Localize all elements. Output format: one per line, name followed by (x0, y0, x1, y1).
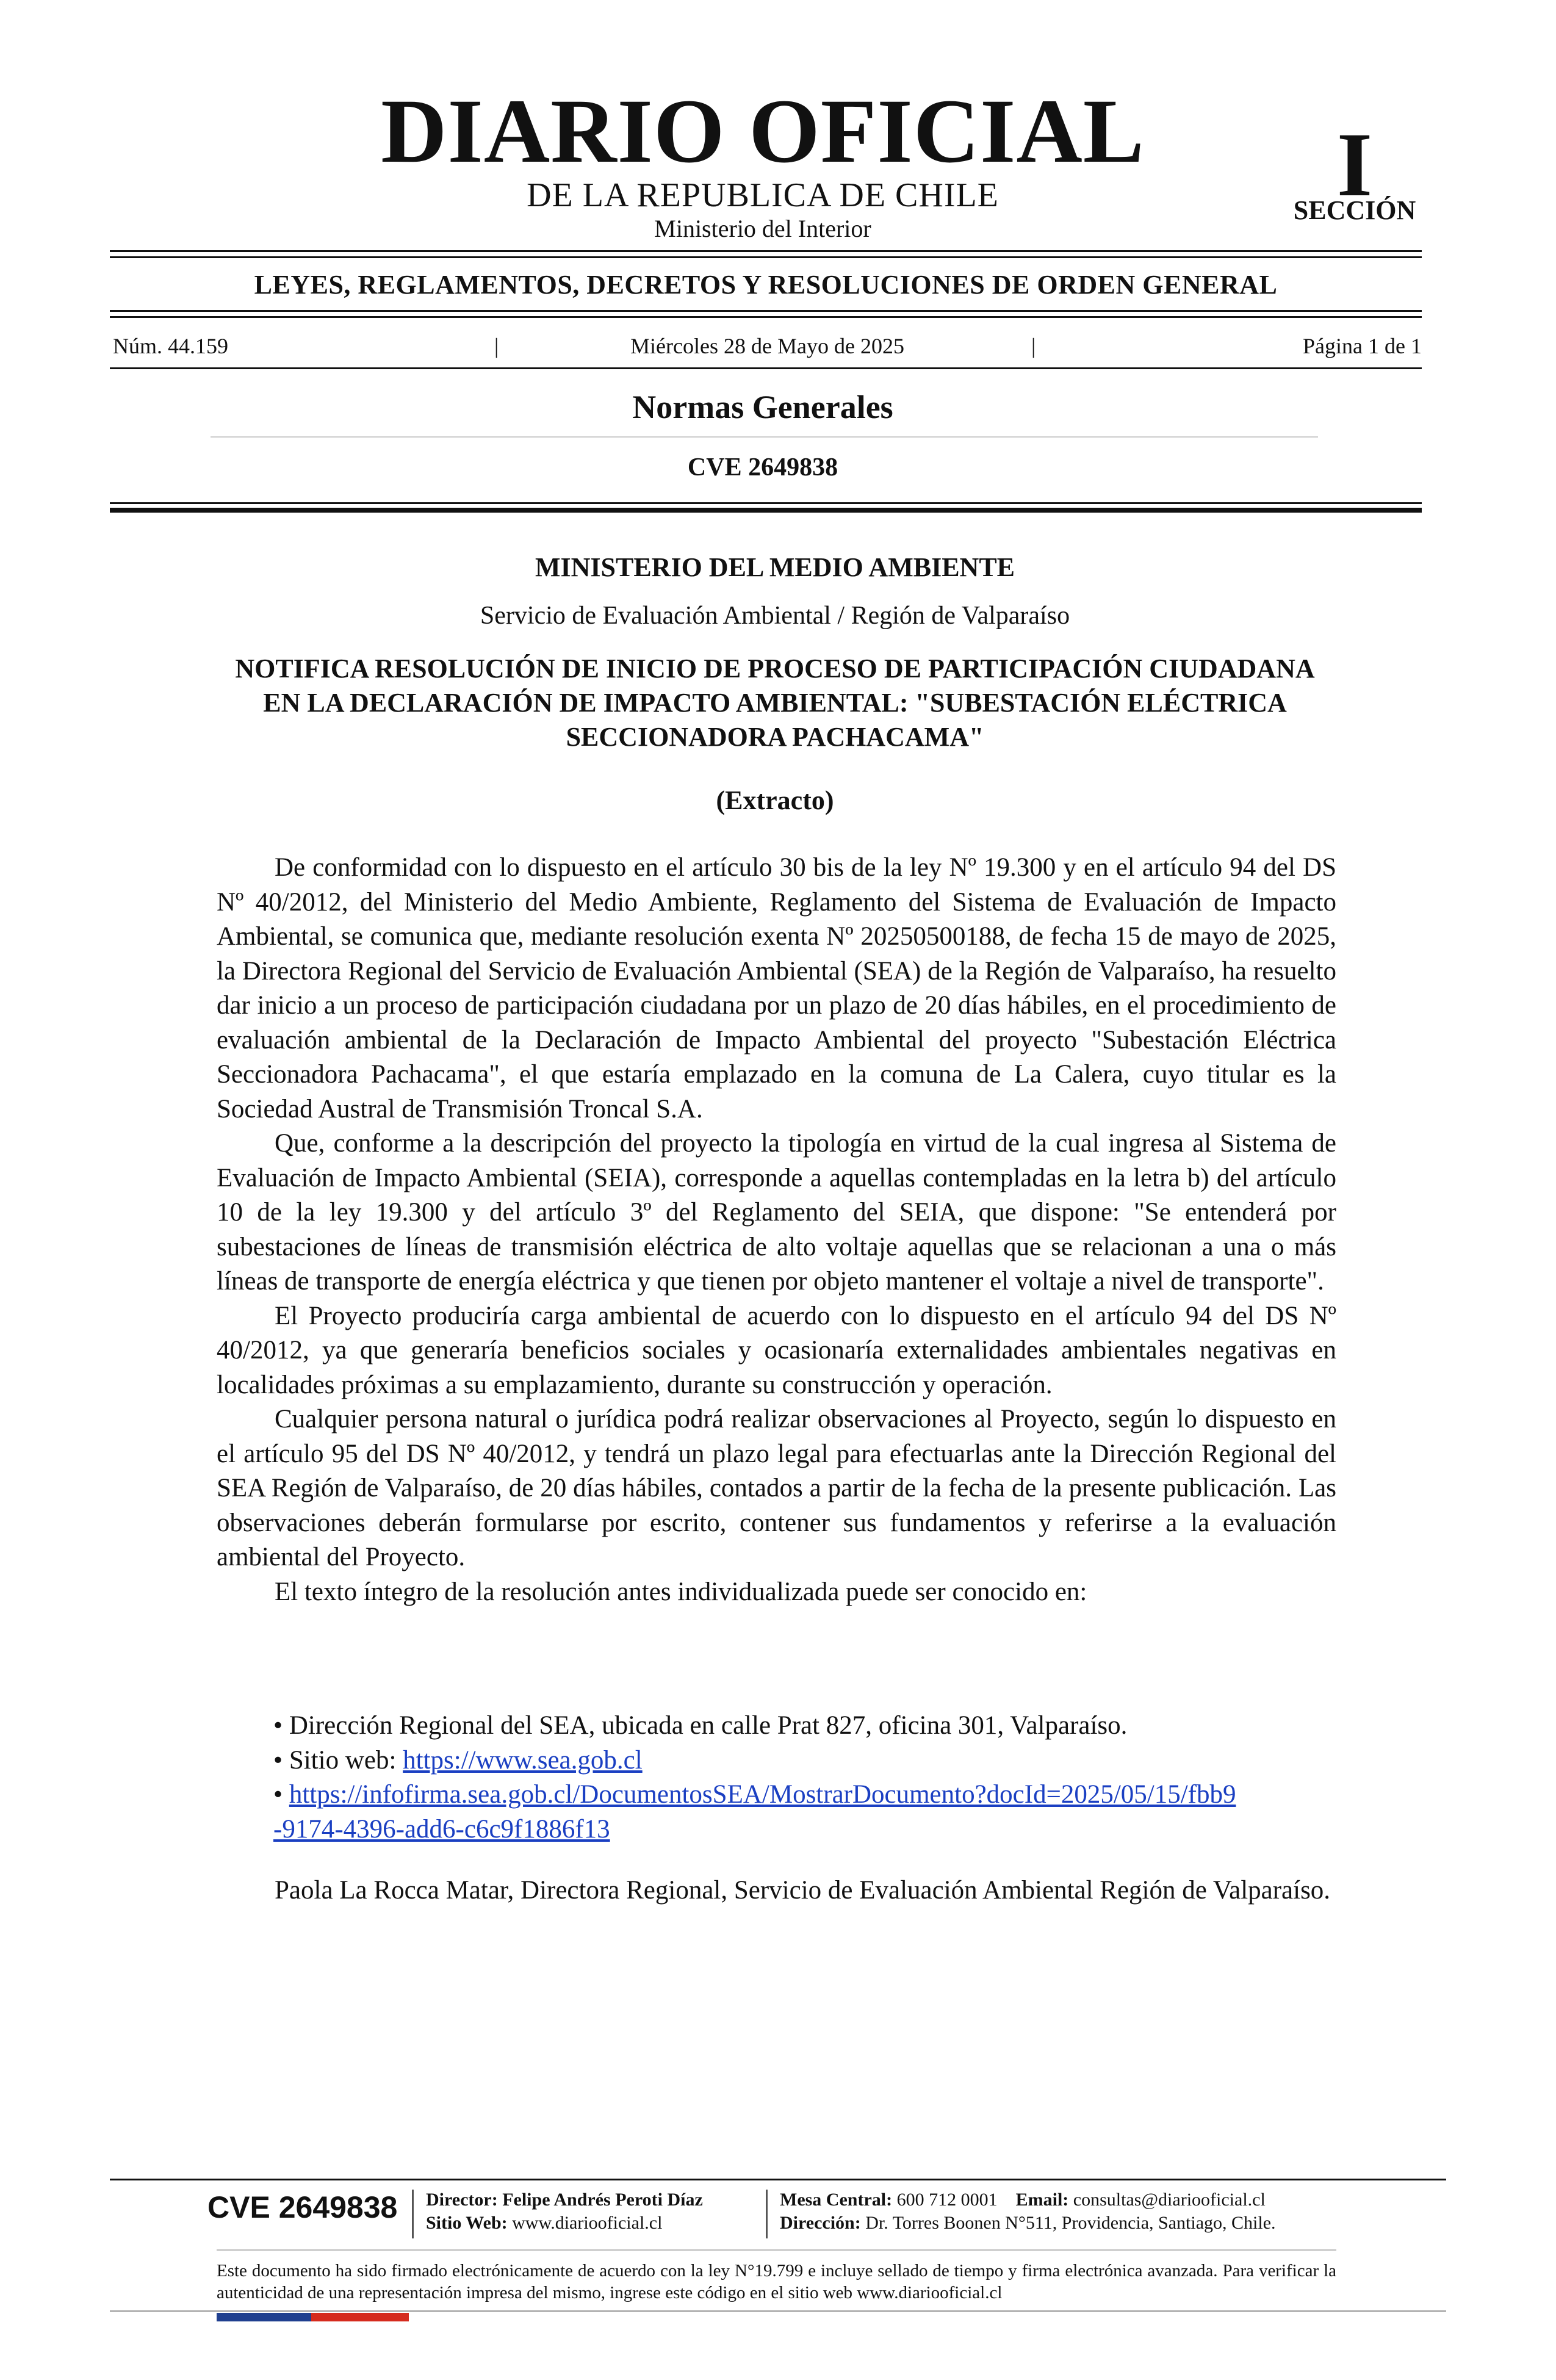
paragraph: El texto íntegro de la resolución antes individualizada puede ser conocido en: (275, 1577, 1087, 1606)
newspaper-ministry: Ministerio del Interior (654, 215, 871, 242)
website-label: Sitio web: (289, 1745, 403, 1775)
resolution-locations-list (273, 1709, 1372, 1847)
list-item (273, 1744, 1372, 1778)
header-bottom-rule-1 (110, 502, 1422, 504)
masthead-rule-1 (110, 250, 1422, 252)
footer-phone: 600 712 0001 (896, 2190, 998, 2210)
footer-divider (766, 2190, 768, 2238)
section-title: Normas Generales (632, 389, 893, 425)
list-item (273, 1812, 1372, 1847)
newspaper-subtitle: DE LA REPUBLICA DE CHILE (527, 176, 999, 214)
ministry-heading: MINISTERIO DEL MEDIO AMBIENTE (535, 552, 1015, 582)
issue-separator: | (1031, 334, 1036, 358)
category-rule-2 (110, 316, 1422, 318)
footer-website: www.diariooficial.cl (512, 2213, 663, 2233)
website-label: Sitio Web: (426, 2213, 508, 2233)
footer-rule (110, 2179, 1446, 2180)
email-label: Email: (1015, 2190, 1069, 2210)
footer-divider (412, 2190, 414, 2238)
footer-contact-block (780, 2188, 1276, 2235)
cve-code: CVE 2649838 (687, 453, 838, 481)
phone-label: Mesa Central: (780, 2190, 893, 2210)
bullet-icon: • (273, 1780, 283, 1809)
issue-rule (110, 367, 1422, 369)
masthead-rule-2 (110, 256, 1422, 258)
list-item (273, 1778, 1372, 1812)
footer-address: Dr. Torres Boonen N°511, Providencia, Santiago, Chile. (865, 2213, 1276, 2233)
list-item (273, 1709, 1372, 1744)
page-indicator: Página 1 de 1 (1303, 334, 1422, 358)
footer-director-block (426, 2188, 703, 2235)
signature-block (217, 1873, 1336, 1908)
document-body (217, 851, 1336, 1609)
resolution-document-link[interactable]: -9174-4396-add6-c6c9f1886f13 (273, 1814, 610, 1844)
paragraph: Que, conforme a la descripción del proyecto la tipología en virtud de la cual ingresa al Sistema de Evaluación de Impacto Ambiental (SEIA), corresponde a aquellas contempladas en la letra b) del artículo 10 de la ley 19.300 y del artículo 3º del Reglamento del SEIA, que dispone: "Se entenderá por subestaciones de líneas de transmisión eléctrica de alto voltaje aquellas que se relacionan a una o más líneas de transporte de energía eléctrica y que tienen por objeto mantener el voltaje a nivel de transporte". (217, 1129, 1336, 1296)
paragraph: Cualquier persona natural o jurídica podrá realizar observaciones al Proyecto, según lo dispuesto en el artículo 95 del DS Nº 40/2012, y tendrá un plazo legal para efectuarlas ante la Dirección Regional del SEA Región de Valparaíso, de 20 días hábiles, contados a partir de la fecha de la presente publicación. Las observaciones deberán formularse por escrito, contener sus fundamentos y referirse a la evaluación ambiental del Proyecto. (217, 1405, 1336, 1571)
footer-legal-notice: Este documento ha sido firmado electrónicamente de acuerdo con la ley N°19.799 e incluye sellado de tiempo y firma electrónica avanzada. Para verificar la autenticidad de una representación impresa del mismo, ingrese este código en el sitio web www.diariooficial.cl (217, 2261, 1336, 2302)
extract-label: (Extracto) (716, 785, 834, 815)
address-text: Dirección Regional del SEA, ubicada en calle Prat 827, oficina 301, Valparaíso. (289, 1711, 1128, 1740)
issue-info-row (113, 333, 1422, 359)
issue-number: Núm. 44.159 (113, 334, 228, 358)
issue-date: Miércoles 28 de Mayo de 2025 (630, 334, 904, 358)
section-number: I (1336, 114, 1373, 215)
bullet-icon: • (273, 1745, 283, 1775)
sea-website-link[interactable]: https://www.sea.gob.cl (403, 1745, 643, 1775)
footer-bottom-rule (110, 2310, 1446, 2312)
section-title-rule (211, 436, 1318, 438)
signature-text: Paola La Rocca Matar, Directora Regional, Servicio de Evaluación Ambiental Región de Valparaíso. (275, 1876, 1331, 1905)
section-label: SECCIÓN (1293, 195, 1416, 225)
footer-inner-rule (217, 2249, 1336, 2251)
footer-email: consultas@diariooficial.cl (1073, 2190, 1266, 2210)
issue-separator: | (494, 334, 499, 358)
director-label: Director: (426, 2190, 498, 2210)
service-line: Servicio de Evaluación Ambiental / Región de Valparaíso (480, 602, 1070, 630)
footer-cve-code: CVE 2649838 (207, 2190, 398, 2224)
header-bottom-rule-2 (110, 508, 1422, 513)
paragraph: El Proyecto produciría carga ambiental de acuerdo con lo dispuesto en el artículo 94 del DS Nº 40/2012, ya que generaría beneficios sociales y ocasionaría externalidades ambientales negativas en localidades próximas a su emplazamiento, durante su construcción y operación. (217, 1301, 1336, 1399)
address-label: Dirección: (780, 2213, 861, 2233)
bullet-icon: • (273, 1711, 283, 1740)
flag-stripe-blue (217, 2313, 311, 2321)
newspaper-title: DIARIO OFICIAL (381, 81, 1145, 182)
director-name: Felipe Andrés Peroti Díaz (502, 2190, 703, 2210)
paragraph: De conformidad con lo dispuesto en el artículo 30 bis de la ley Nº 19.300 y en el artículo 94 del DS Nº 40/2012, del Ministerio del Medio Ambiente, Reglamento del Sistema de Evaluación de Impacto Ambiental, se comunica que, mediante resolución exenta Nº 20250500188, de fecha 15 de mayo de 2025, la Directora Regional del Servicio de Evaluación Ambiental (SEA) de la Región de Valparaíso, ha resuelto dar inicio a un proceso de participación ciudadana por un plazo de 20 días hábiles, en el procedimiento de evaluación ambiental de la Declaración de Impacto Ambiental del proyecto "Subestación Eléctrica Seccionadora Pachacama", el que estaría emplazado en la comuna de La Calera, cuyo titular es la Sociedad Austral de Transmisión Troncal S.A. (217, 853, 1336, 1123)
flag-stripe-red (311, 2313, 409, 2321)
category-title: LEYES, REGLAMENTOS, DECRETOS Y RESOLUCIONES DE ORDEN GENERAL (254, 270, 1278, 300)
resolution-document-link[interactable]: https://infofirma.sea.gob.cl/DocumentosSEA/MostrarDocumento?docId=2025/05/15/fbb9 (289, 1780, 1236, 1809)
document-heading: NOTIFICA RESOLUCIÓN DE INICIO DE PROCESO DE PARTICIPACIÓN CIUDADANA EN LA DECLARACIÓN DE IMPACTO AMBIENTAL: "SUBESTACIÓN ELÉCTRICA SECCIONADORA PACHACAMA" (235, 654, 1315, 752)
category-rule-1 (110, 310, 1422, 312)
